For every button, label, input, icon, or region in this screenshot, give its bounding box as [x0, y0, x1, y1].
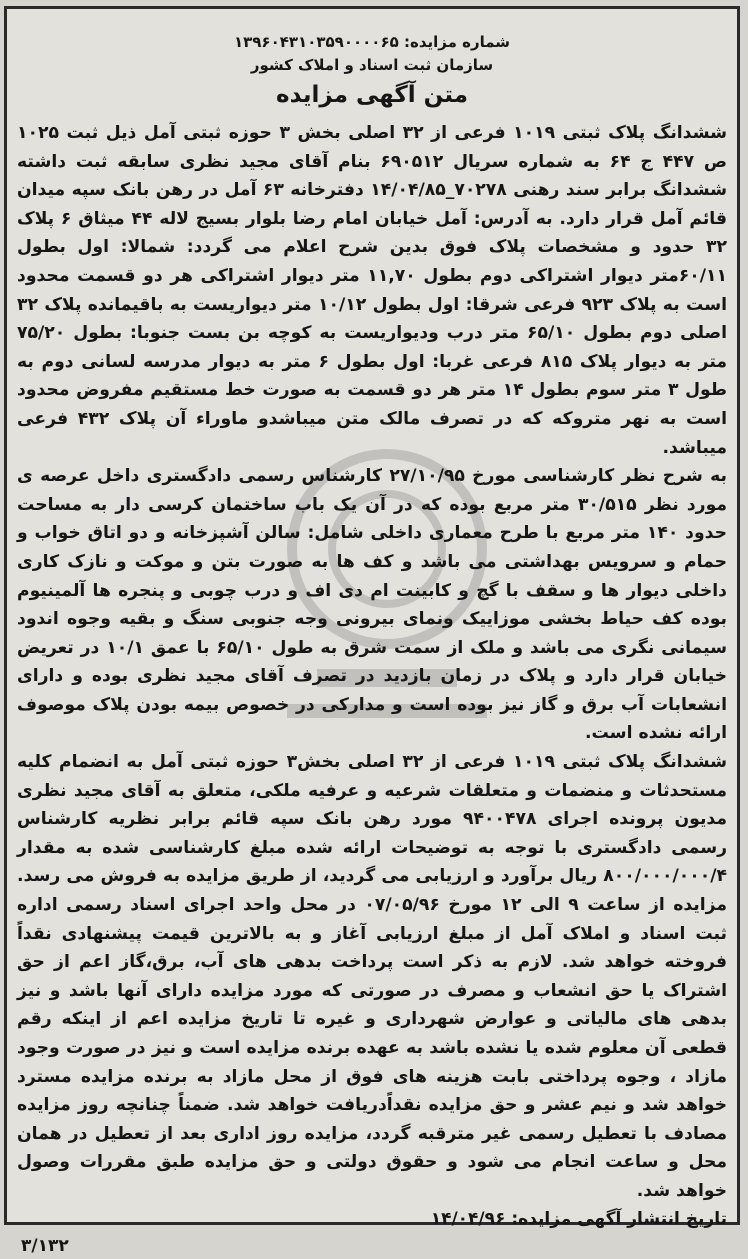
property-description-paragraph: ششدانگ پلاک ثبتی ۱۰۱۹ فرعی از ۳۲ اصلی بخش ۳ حوزه ثبتی آمل ذیل ثبت ۱۰۲۵ ص ۴۴۷ ج ۶۴ به شماره سریال ۶۹۰۵۱۲ بنام آقای مجید نظری سابقه ثبت داشته ششدانگ برابر سند رهنی ۷۰۲۷۸_۱۴/۰۴/۸۵ دفترخانه ۶۳ آمل در رهن بانک سپه میدان قائم آمل قرار دارد. به آدرس: آمل خیابان امام رضا بلوار بسیج لاله ۴۴ میثاق ۶ پلاک ۳۲ حدود و مشخصات پلاک فوق بدین شرح اعلام می گردد: شمالا: اول بطول ۶۰/۱۱متر دیوار اشتراکی دوم بطول ۱۱,۷۰ متر دیوار اشتراکی هر دو قسمت محدود است به پلاک ۹۲۳ فرعی شرقا: اول بطول ۱۰/۱۲ متر دیواریست به باقیمانده پلاک ۳۲ اصلی دوم بطول ۶۵/۱۰ متر درب ودیواریست به کوچه بن بست جنوبا: بطول ۷۵/۲۰ متر به دیوار پلاک ۸۱۵ فرعی غربا: اول بطول ۶ متر به دیوار مدرسه لسانی دوم به طول ۳ متر سوم بطول ۱۴ متر هر دو قسمت به صورت خط مستقیم مفروض محدود است به نهر متروکه که در تصرف مالک متن میباشدو ماوراء آن پلاک ۴۳۲ فرعی میباشد.	[17, 123, 728, 458]
notice-title: متن آگهی مزایده	[276, 82, 468, 108]
expert-opinion-paragraph: به شرح نظر کارشناسی مورخ ۲۷/۱۰/۹۵ کارشناس رسمی دادگستری داخل عرصه ی مورد نظر ۳۰/۵۱۵ متر مربع بوده که در آن یک باب ساختمان کرسی دار به مساحت حدود ۱۴۰ متر مربع با طرح معماری داخلی شامل: سالن آشپزخانه و دو اتاق خواب و حمام و سرویس بهداشتی می باشد و کف ها به صورت بتن و موکت و نازک کاری داخلی دیوار ها و سقف با گچ و کابینت ام دی اف و درب چوبی و پنجره ها آلمینیوم بوده کف حیاط بخشی موزاییک ونمای بیرونی وجه جنوبی سنگ و بقیه وجوه اندود سیمانی نگری می باشد و ملک از سمت شرق به طول ۶۵/۱۰ با عمق ۱۰/۱ در تعریض خیابان قرار دارد و پلاک در زمان بازدید در تصرف آقای مجید نظری بوده و دارای انشعابات آب برق و گاز نیز بوده است و مدارکی در خصوص بیمه بودن پلاک موصوف ارائه نشده است.	[17, 466, 727, 744]
auction-number: شماره مزایده: ۱۳۹۶۰۴۳۱۰۳۵۹۰۰۰۰۶۵	[233, 33, 511, 51]
notice-content	[17, 31, 728, 1256]
auction-terms-paragraph: ششدانگ پلاک ثبتی ۱۰۱۹ فرعی از ۳۲ اصلی بخش۳ حوزه ثبتی آمل به انضمام کلیه مستحدثات و منضمات و متعلقات شرعیه و عرفیه ملکی، متعلق به آقای مجید نظری مدیون پرونده اجرای ۹۴۰۰۴۷۸ مورد رهن بانک سپه قائم برابر نظریه کارشناس رسمی دادگستری با توجه به توضیحات ارائه شده مبلغ کارشناسی شده به مقدار ۸۰۰/۰۰۰/۰۰۰/۴ ریال برآورد و ارزیابی می گردید، از طریق مزایده به فروش می رسد. مزایده از ساعت ۹ الی ۱۲ مورخ ۰۷/۰۵/۹۶ در محل واحد اجرای اسناد رسمی اداره ثبت اسناد و املاک آمل از مبلغ ارزیابی آغاز و به بالاترین قیمت پیشنهادی نقداً فروخته خواهد شد. لازم به ذکر است پرداخت بدهی های آب، برق،گاز اعم از حق اشتراک یا حق انشعاب و مصرف در صورتی که مورد مزایده دارای آنها باشد و نیز بدهی های مالیاتی و عوارض شهرداری و غیره تا تاریخ مزایده اعم از اینکه رقم قطعی آن معلوم شده یا نشده باشد به عهده برنده مزایده است و نیز در صورت وجود مازاد ، وجوه پرداختی بابت هزینه های فوق از محل مازاد به برنده مزایده مسترد خواهد شد و نیم عشر و حق مزایده نقداًدریافت خواهد شد. ضمناً چنانچه روز مزایده مصادف با تعطیل رسمی غیر مترقبه گردد، مزایده روز اداری بعد از تعطیل در همان محل و ساعت انجام می شود و حقوق دولتی و حق مزایده طبق مقررات وصول خواهد شد.	[17, 752, 727, 1201]
notice-frame	[4, 6, 740, 1256]
publish-date: تاریخ انتشار آگهی مزایده: ۱۴/۰۴/۹۶	[430, 1208, 727, 1229]
page-number: ۳/۱۳۲	[21, 1235, 69, 1256]
organization-name: سازمان ثبت اسناد و املاک کشور	[250, 56, 494, 74]
